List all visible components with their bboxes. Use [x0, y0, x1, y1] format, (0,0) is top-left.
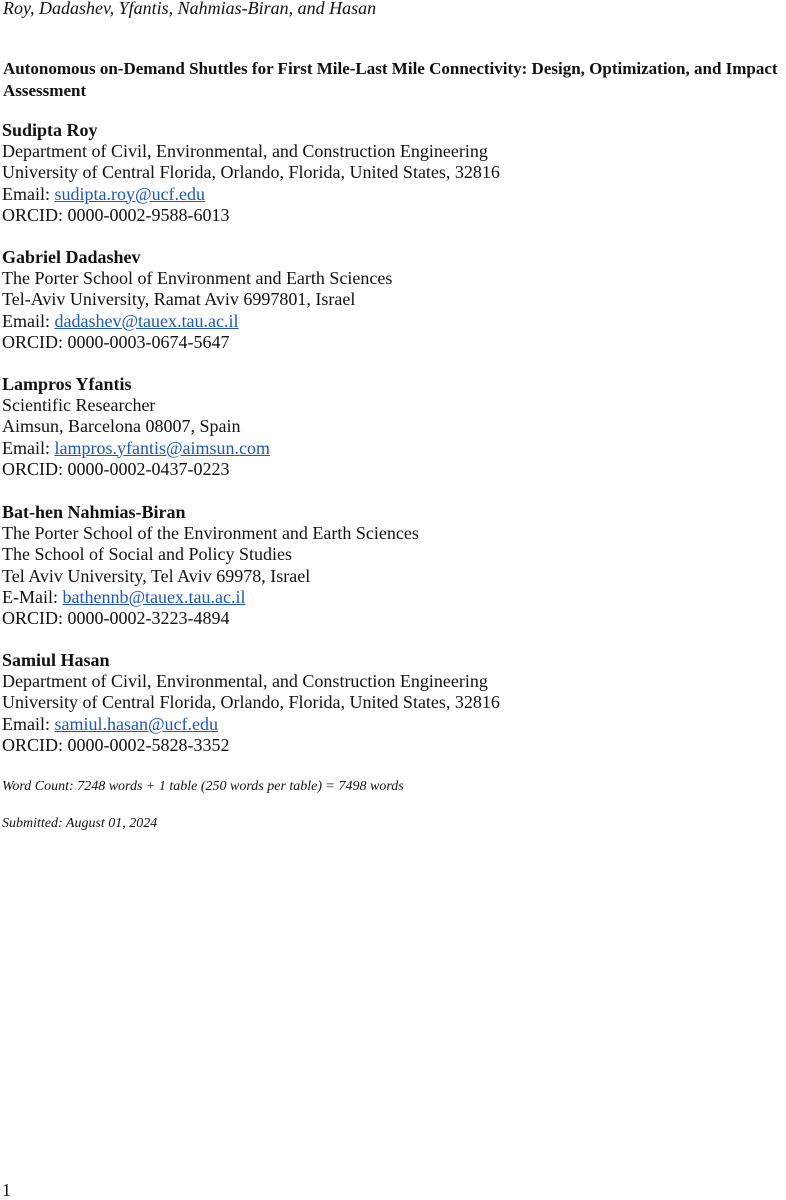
author-orcid: ORCID: 0000-0003-0674-5647	[2, 331, 230, 352]
author-email-line	[2, 714, 500, 735]
author-email-line	[2, 184, 500, 205]
email-label: Email:	[2, 713, 55, 734]
author-block	[2, 502, 419, 629]
author-name: Sudipta Roy	[2, 120, 98, 140]
author-affiliation: Department of Civil, Environmental, and Construction Engineering	[2, 141, 488, 162]
author-email-link[interactable]: sudipta.roy@ucf.edu	[54, 183, 206, 204]
author-orcid: ORCID: 0000-0002-0437-0223	[2, 458, 230, 479]
author-block	[2, 120, 500, 226]
author-email-line	[2, 438, 270, 459]
author-block	[2, 650, 500, 756]
author-name: Gabriel Dadashev	[2, 247, 141, 267]
author-affiliation: Department of Civil, Environmental, and Construction Engineering	[2, 671, 488, 692]
author-name: Bat-hen Nahmias-Biran	[2, 502, 186, 522]
author-email-line	[2, 587, 419, 608]
author-affiliation: Tel-Aviv University, Ramat Aviv 6997801, Israel	[2, 289, 356, 310]
email-label: E-Mail:	[2, 586, 63, 607]
word-count: Word Count: 7248 words + 1 table (250 words per table) = 7498 words	[2, 779, 404, 794]
submission-date: Submitted: August 01, 2024	[2, 816, 158, 831]
author-name: Samiul Hasan	[2, 650, 110, 670]
author-email-line	[2, 311, 392, 332]
author-email-link[interactable]: dadashev@tauex.tau.ac.il	[54, 310, 239, 331]
author-email-link[interactable]: lampros.yfantis@aimsun.com	[54, 437, 271, 458]
author-orcid: ORCID: 0000-0002-3223-4894	[2, 608, 230, 629]
author-affiliation: The School of Social and Policy Studies	[2, 544, 292, 565]
author-block	[2, 374, 270, 480]
author-block	[2, 247, 392, 353]
page-number: 1	[2, 1180, 11, 1200]
email-label: Email:	[2, 183, 55, 204]
author-affiliation: The Porter School of the Environment and Earth Sciences	[2, 523, 419, 544]
paper-title: Autonomous on-Demand Shuttles for First Mile-Last Mile Connectivity: Design, Optimization, and Impact Assessment	[3, 59, 778, 100]
author-affiliation: University of Central Florida, Orlando, Florida, United States, 32816	[2, 162, 500, 183]
author-affiliation: Scientific Researcher	[2, 395, 156, 416]
author-affiliation: Aimsun, Barcelona 08007, Spain	[2, 416, 241, 437]
author-email-link[interactable]: samiul.hasan@ucf.edu	[54, 713, 219, 734]
author-orcid: ORCID: 0000-0002-5828-3352	[2, 734, 230, 755]
author-affiliation: Tel Aviv University, Tel Aviv 69978, Israel	[2, 565, 311, 586]
author-name: Lampros Yfantis	[2, 374, 132, 394]
author-email-link[interactable]: bathennb@tauex.tau.ac.il	[62, 586, 246, 607]
email-label: Email:	[2, 437, 55, 458]
author-affiliation: University of Central Florida, Orlando, Florida, United States, 32816	[2, 692, 500, 713]
running-head: Roy, Dadashev, Yfantis, Nahmias-Biran, and Hasan	[3, 0, 377, 18]
email-label: Email:	[2, 310, 55, 331]
author-orcid: ORCID: 0000-0002-9588-6013	[2, 204, 230, 225]
author-affiliation: The Porter School of Environment and Earth Sciences	[2, 268, 393, 289]
